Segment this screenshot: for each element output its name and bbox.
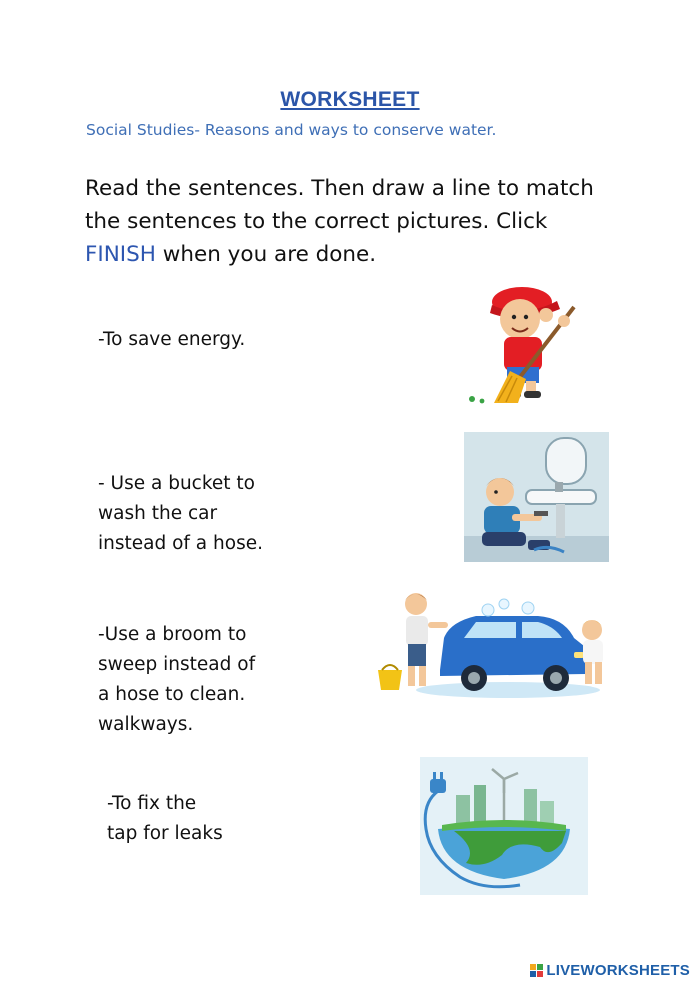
sentence-line: tap for leaks [107,823,223,844]
liveworksheets-logo-text: LIVEWORKSHEETS [546,962,690,979]
sentence-line: instead of a hose. [98,533,263,554]
sentence-broom-sweep[interactable] [98,620,255,740]
sentence-line: - Use a bucket to [98,473,255,494]
sentence-line: -To fix the [107,793,197,814]
instructions [85,172,645,271]
sentence-save-energy[interactable] [98,325,245,355]
green-earth-energy-icon[interactable] [420,757,588,895]
finish-keyword: FINISH [85,242,156,267]
worksheet-title: WORKSHEET [280,88,420,111]
sentence-fix-tap[interactable] [107,789,223,849]
sentence-line: wash the car [98,503,218,524]
boy-fixing-tap-icon[interactable] [464,432,609,562]
liveworksheets-logo[interactable] [530,962,690,979]
sentence-line: walkways. [98,714,194,735]
instructions-line-2: the sentences to the correct pictures. Click [85,209,548,234]
sentence-line: a hose to clean. [98,684,246,705]
liveworksheets-grid-icon [530,964,543,977]
sentence-bucket-car[interactable] [98,469,263,559]
instructions-line-1: Read the sentences. Then draw a line to match [85,176,594,201]
instructions-line-3-text: when you are done. [155,242,377,267]
worksheet-subtitle: Social Studies- Reasons and ways to conserve water. [86,121,497,139]
sentence-line: -To save energy. [98,329,246,350]
sentence-line: -Use a broom to [98,624,247,645]
kids-washing-car-icon[interactable] [378,586,612,701]
boy-sweeping-broom-icon[interactable] [462,275,592,405]
instructions-line-3 [85,238,645,271]
sentence-line: sweep instead of [98,654,256,675]
